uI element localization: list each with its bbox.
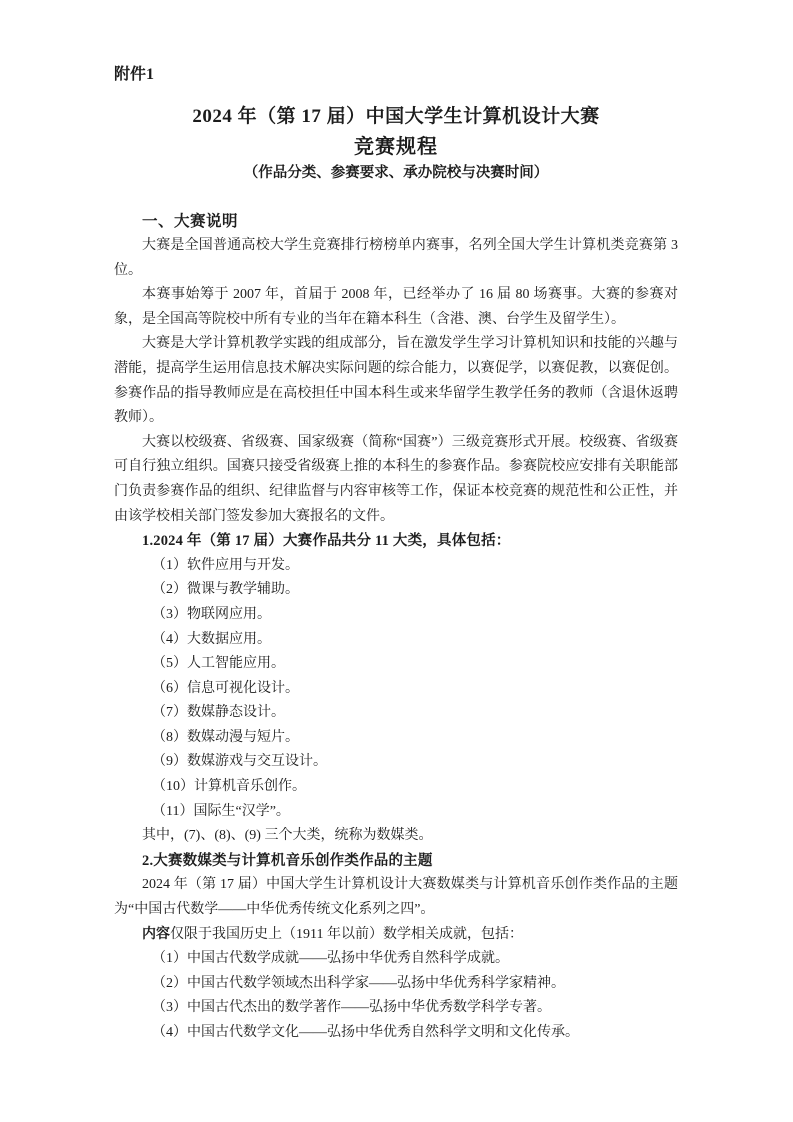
category-item: （4）大数据应用。 bbox=[152, 631, 271, 647]
theme-item: （3）中国古代杰出的数学著作——弘扬中华优秀数学科学专著。 bbox=[152, 1000, 551, 1016]
theme-item: （2）中国古代数学领域杰出科学家——弘扬中华优秀科学家精神。 bbox=[152, 975, 565, 991]
content-text: 仅限于我国历史上（1911 年以前）数学相关成就，包括： bbox=[170, 926, 523, 942]
content-label: 内容 bbox=[142, 926, 170, 942]
category-item: （8）数媒动漫与短片。 bbox=[152, 729, 299, 745]
category-item: （5）人工智能应用。 bbox=[152, 656, 285, 672]
categories-note: 其中，(7)、(8)、(9) 三个大类，统称为数媒类。 bbox=[142, 828, 433, 844]
paragraph-purpose: 大赛是大学计算机教学实践的组成部分，旨在激发学生学习计算机知识和技能的兴趣与潜能，提高学生运用信息技术解决实际问题的综合能力，以赛促学，以赛促教，以赛促创。参赛作品的指导教师应是在高校担任中国本科生或来华留学生教学任务的教师（含退休返聘教师）。 bbox=[114, 336, 678, 426]
attachment-label: 附件1 bbox=[114, 66, 155, 83]
category-item: （9）数媒游戏与交互设计。 bbox=[152, 754, 327, 770]
categories-heading: 1.2024 年（第 17 届）大赛作品共分 11 大类，具体包括： bbox=[142, 533, 511, 550]
category-item: （6）信息可视化设计。 bbox=[152, 680, 299, 696]
category-item: （2）微课与教学辅助。 bbox=[152, 582, 299, 598]
document-subtitle: 竞赛规程 bbox=[354, 136, 438, 158]
document-title: 2024 年（第 17 届）中国大学生计算机设计大赛 bbox=[192, 106, 600, 127]
category-item: （11）国际生“汉学”。 bbox=[152, 803, 290, 819]
category-item: （3）物联网应用。 bbox=[152, 606, 271, 622]
category-item: （7）数媒静态设计。 bbox=[152, 705, 285, 721]
theme-item: （1）中国古代数学成就——弘扬中华优秀自然科学成就。 bbox=[152, 951, 509, 967]
theme-item: （4）中国古代数学文化——弘扬中华优秀自然科学文明和文化传承。 bbox=[152, 1025, 579, 1040]
paragraph-ranking: 大赛是全国普通高校大学生竞赛排行榜榜单内赛事，名列全国大学生计算机类竞赛第 3 位。 bbox=[114, 238, 678, 278]
paragraph-theme: 2024 年（第 17 届）中国大学生计算机设计大赛数媒类与计算机音乐创作类作品的主题为“中国古代数学——中华优秀传统文化系列之四”。 bbox=[114, 877, 678, 918]
scope-note: （作品分类、参赛要求、承办院校与决赛时间） bbox=[243, 165, 549, 181]
paragraph-content-scope bbox=[114, 923, 678, 948]
category-item: （1）软件应用与开发。 bbox=[152, 557, 299, 573]
category-item: （10）计算机音乐创作。 bbox=[152, 779, 306, 795]
section-heading-overview: 一、大赛说明 bbox=[142, 213, 239, 230]
paragraph-history: 本赛事始筹于 2007 年，首届于 2008 年，已经举办了 16 届 80 场赛事。大赛的参赛对象，是全国高等院校中所有专业的当年在籍本科生（含港、澳、台学生及留学生）。 bbox=[114, 287, 678, 327]
paragraph-levels: 大赛以校级赛、省级赛、国家级赛（简称“国赛”）三级竞赛形式开展。校级赛、省级赛可自行独立组织。国赛只接受省级赛上推的本科生的参赛作品。参赛院校应安排有关职能部门负责参赛作品的组织、纪律监督与内容审核等工作，保证本校竞赛的规范性和公正性，并由该学校相关部门签发参加大赛报名的文件。 bbox=[114, 434, 678, 524]
theme-heading: 2.大赛数媒类与计算机音乐创作类作品的主题 bbox=[142, 852, 433, 869]
